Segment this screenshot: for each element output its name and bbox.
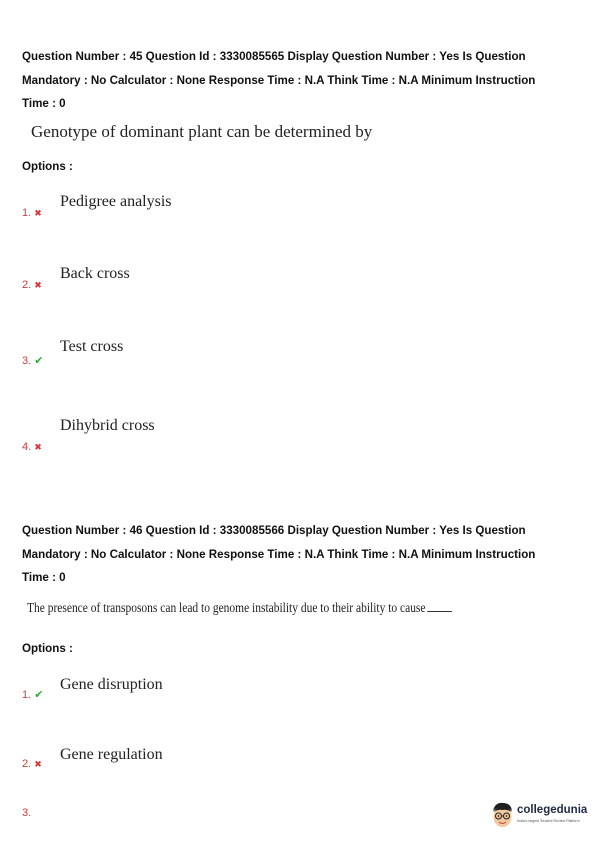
option-text: Test cross [60, 338, 124, 355]
q46-question-body: The presence of transposons can lead to genome instability due to their ability to cause [27, 601, 426, 616]
q45-question-text: Genotype of dominant plant can be determined by [31, 122, 373, 141]
q46-meta-line1: Question Number : 46 Question Id : 3330085566 Display Question Number : Yes Is Question [22, 524, 526, 537]
wrong-mark-icon: ✖ [34, 279, 42, 290]
q45-meta-line2: Mandatory : No Calculator : None Response Time : N.A Think Time : N.A Minimum Instruction [22, 73, 536, 87]
option-text: Dihybrid cross [60, 417, 155, 434]
q45-option-2 [0, 265, 595, 295]
q46-meta-line2: Mandatory : No Calculator : None Response Time : N.A Think Time : N.A Minimum Instruction [22, 547, 536, 561]
option-text: Pedigree analysis [60, 193, 172, 210]
correct-checkmark-icon: ✔ [34, 689, 44, 701]
q45-meta-line3: Time : 0 [22, 97, 66, 110]
option-text: Gene disruption [60, 676, 163, 693]
q46-option-1 [0, 676, 595, 706]
q46-meta [22, 519, 582, 590]
option-text: Gene regulation [60, 746, 163, 763]
logo-tagline: India's largest Student Review Platform [517, 819, 580, 823]
q45-option-3 [0, 338, 595, 368]
mascot-face-icon [489, 800, 515, 830]
q45-options-label: Options : [22, 160, 73, 173]
wrong-mark-icon: ✖ [34, 758, 42, 769]
q46-question-text [27, 599, 452, 617]
q46-meta-line3: Time : 0 [22, 571, 66, 584]
q45-option-1 [0, 193, 595, 223]
q45-meta [22, 45, 582, 116]
correct-checkmark-icon: ✔ [34, 355, 44, 367]
wrong-mark-icon: ✖ [34, 207, 42, 218]
collegedunia-logo [489, 798, 589, 834]
option-number: 2. [22, 758, 32, 770]
option-number: 3. [22, 807, 32, 819]
logo-wordmark: collegedunia [517, 804, 588, 816]
option-number: 4. [22, 441, 32, 453]
option-number: 3. [22, 354, 32, 367]
option-text: Back cross [60, 265, 130, 282]
wrong-mark-icon: ✖ [34, 441, 42, 452]
q46-option-2 [0, 746, 595, 776]
answer-blank [427, 599, 452, 612]
option-number: 1. [22, 207, 32, 219]
q45-meta-line1: Question Number : 45 Question Id : 3330085565 Display Question Number : Yes Is Question [22, 50, 526, 63]
q45-option-4 [0, 417, 595, 453]
q46-options-label: Options : [22, 642, 73, 655]
option-number: 2. [22, 279, 32, 291]
option-number: 1. [22, 688, 32, 701]
